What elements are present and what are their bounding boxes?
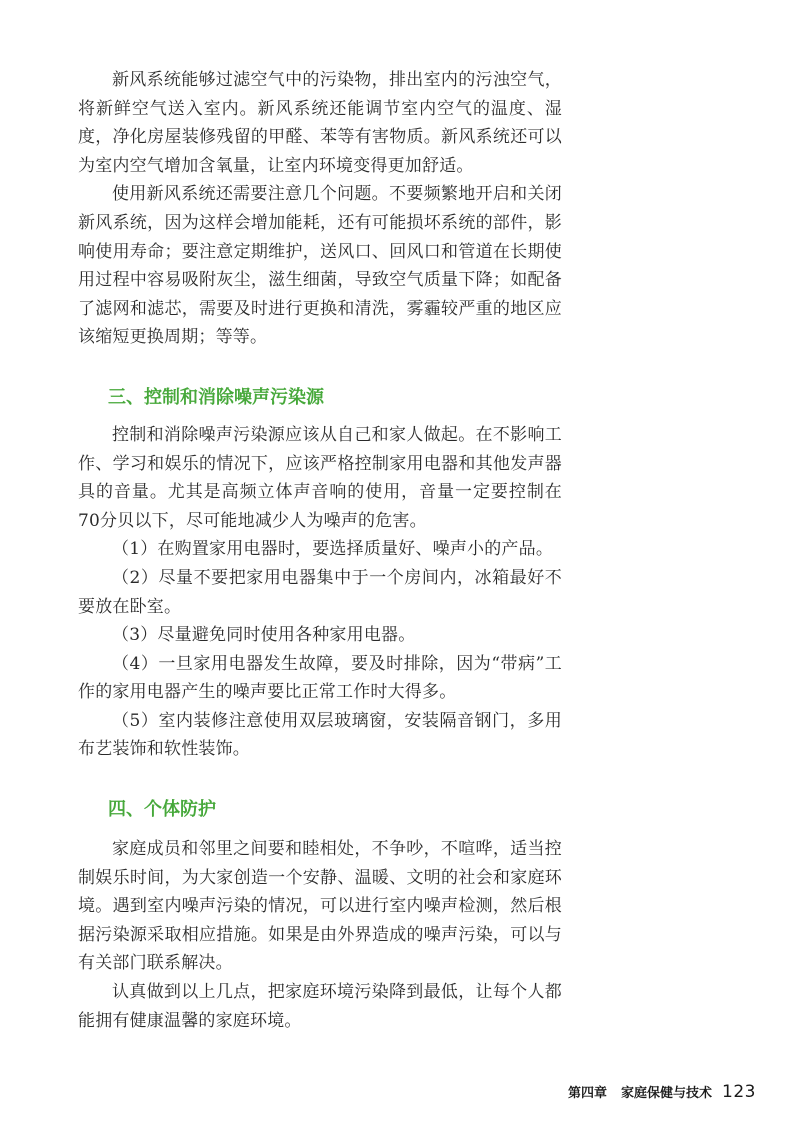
list-item-noise-4: （4）一旦家用电器发生故障，要及时排除，因为“带病”工作的家用电器产生的噪声要比正常工作时大得多。 [78,653,562,703]
footer-chapter: 第四章 [568,1086,608,1101]
paragraph-fresh-air-intro: 新风系统能够过滤空气中的污染物，排出室内的污浊空气，将新鲜空气送入室内。新风系统还能调节室内空气的温度、湿度，净化房屋装修残留的甲醛、苯等有害物质。新风系统还可以为室内空气增加含氧量，让室内环境变得更加舒适。 [78,70,562,176]
page-body [78,66,562,1035]
page-number: 123 [722,1082,756,1102]
paragraph-conclusion: 认真做到以上几点，把家庭环境污染降到最低，让每个人都能拥有健康温馨的家庭环境。 [78,982,562,1031]
paragraph-noise-control: 控制和消除噪声污染源应该从自己和家人做起。在不影响工作、学习和娱乐的情况下，应该严格控制家用电器和其他发声器具的音量。尤其是高频立体声音响的使用，音量一定要控制在70分贝以下，尽可能地减少人为噪声的危害。 [78,424,562,531]
paragraph-personal-protection: 家庭成员和邻里之间要和睦相处，不争吵，不喧哗，适当控制娱乐时间，为大家创造一个安静、温暖、文明的社会和家庭环境。遇到室内噪声污染的情况，可以进行室内噪声检测，然后根据污染源采取相应措施。如果是由外界造成的噪声污染，可以与有关部门联系解决。 [78,839,562,974]
list-item-noise-1: （1）在购置家用电器时，要选择质量好、噪声小的产品。 [112,539,554,560]
section-heading-noise-control: 三、控制和消除噪声污染源 [108,386,324,408]
list-item-noise-5: （5）室内装修注意使用双层玻璃窗，安装隔音钢门，多用布艺装饰和软性装饰。 [78,710,562,760]
section-heading-personal-protection: 四、个体防护 [108,799,216,821]
list-item-noise-2: （2）尽量不要把家用电器集中于一个房间内，冰箱最好不要放在卧室。 [78,567,562,617]
page-footer [568,1082,756,1102]
paragraph-fresh-air-usage: 使用新风系统还需要注意几个问题。不要频繁地开启和关闭新风系统，因为这样会增加能耗，还有可能损坏系统的部件，影响使用寿命；要注意定期维护，送风口、回风口和管道在长期使用过程中容易吸附灰尘，滋生细菌，导致空气质量下降；如配备了滤网和滤芯，需要及时进行更换和清洗，雾霾较严重的地区应该缩短更换周期；等等。 [78,184,562,348]
footer-chapter-title: 家庭保健与技术 [621,1086,713,1101]
list-item-noise-3: （3）尽量避免同时使用各种家用电器。 [112,625,416,646]
